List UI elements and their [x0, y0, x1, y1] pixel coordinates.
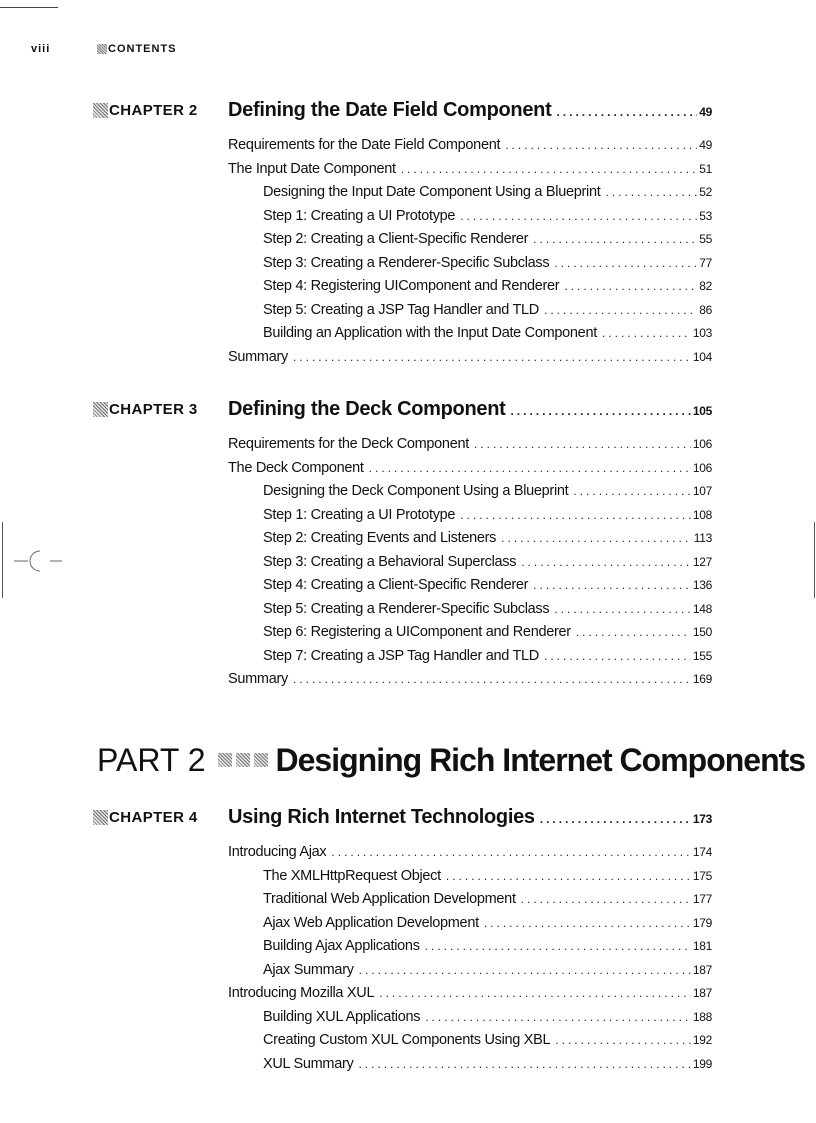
toc-subentry[interactable]: Step 2: Creating Events and Listeners ..... 113 [263, 530, 712, 554]
part-heading [97, 742, 806, 786]
toc-subentry[interactable]: Step 1: Creating a UI Prototype ..... 108 [263, 507, 712, 531]
toc-subentry[interactable]: Ajax Summary ..... 187 [263, 962, 712, 986]
toc-subentry[interactable]: Ajax Web Application Development ..... 179 [263, 915, 712, 939]
toc-subentry[interactable]: Step 4: Registering UIComponent and Renderer ..... 82 [263, 278, 712, 302]
hatched-square-icon [254, 753, 268, 767]
toc-subentry[interactable]: Designing the Deck Component Using a Blueprint ..... 107 [263, 483, 712, 507]
dot-leader [293, 350, 691, 364]
running-head-section: CONTENTS [108, 43, 177, 55]
dot-leader [484, 916, 691, 930]
hatched-square-icon [97, 44, 107, 54]
chapter-label: CHAPTER 4 [93, 809, 198, 826]
hatched-square-icon [236, 753, 250, 767]
toc-subentry[interactable]: Building an Application with the Input Date Component ..... 103 [263, 325, 712, 349]
dot-leader [460, 508, 691, 522]
dot-leader [501, 531, 692, 545]
chapter-3-block [0, 398, 816, 687]
dot-leader [293, 672, 691, 686]
toc-entry[interactable]: Introducing Ajax ..... 174 [228, 844, 712, 868]
page-number: 49 [699, 105, 712, 119]
binding-edge-line [2, 522, 3, 598]
part-marker-icons [218, 753, 268, 767]
toc-entry[interactable]: Requirements for the Date Field Component ..... 49 [228, 137, 712, 161]
chapter-title: Using Rich Internet Technologies [228, 806, 535, 828]
chapter-label: CHAPTER 3 [93, 401, 198, 418]
toc-subentry[interactable]: Step 7: Creating a JSP Tag Handler and TLD ..... 155 [263, 648, 712, 672]
chapter-title-link[interactable] [228, 398, 712, 421]
dot-leader [425, 1010, 691, 1024]
toc-subentry[interactable]: Step 1: Creating a UI Prototype ..... 53 [263, 208, 712, 232]
dot-leader [540, 812, 691, 826]
toc-subentry[interactable]: Traditional Web Application Development ..... 177 [263, 891, 712, 915]
toc-entry[interactable]: Requirements for the Deck Component ..... 106 [228, 436, 712, 460]
hatched-square-icon [218, 753, 232, 767]
dot-leader [505, 138, 697, 152]
dot-leader [510, 404, 690, 418]
page-number: 173 [692, 812, 712, 826]
chapter-title: Defining the Deck Component [228, 398, 506, 420]
dot-leader [533, 232, 697, 246]
page-number: 105 [692, 404, 712, 418]
toc-subentry[interactable]: Step 5: Creating a JSP Tag Handler and TLD ..... 86 [263, 302, 712, 326]
dot-leader [359, 963, 691, 977]
dot-leader [602, 326, 691, 340]
dot-leader [544, 649, 691, 663]
part-title: Designing Rich Internet Components [275, 742, 806, 778]
toc-entry[interactable]: Summary ..... 169 [228, 671, 712, 695]
registration-mark-icon [14, 548, 64, 574]
dot-leader [446, 869, 691, 883]
hatched-square-icon [93, 810, 108, 825]
toc-subentry[interactable]: Step 5: Creating a Renderer-Specific Subclass ..... 148 [263, 601, 712, 625]
toc-subentry[interactable]: Creating Custom XUL Components Using XBL ..... 192 [263, 1032, 712, 1056]
dot-leader [576, 625, 691, 639]
chapter-4-block [0, 806, 816, 1072]
dot-leader [425, 939, 691, 953]
toc-subentry[interactable]: XUL Summary ..... 199 [263, 1056, 712, 1080]
chapter-label: CHAPTER 2 [93, 102, 198, 119]
dot-leader [554, 602, 691, 616]
running-head [31, 43, 177, 55]
part-label: PART 2 [97, 742, 206, 778]
toc-entry[interactable]: The Input Date Component ..... 51 [228, 161, 712, 185]
dot-leader [521, 892, 691, 906]
dot-leader [556, 105, 697, 119]
dot-leader [555, 1033, 691, 1047]
chapter-title-link[interactable] [228, 99, 712, 122]
dot-leader [401, 162, 698, 176]
toc-entry[interactable]: Summary ..... 104 [228, 349, 712, 373]
dot-leader [331, 845, 690, 859]
dot-leader [379, 986, 691, 1000]
toc-subentry[interactable]: Step 4: Creating a Client-Specific Renderer ..... 136 [263, 577, 712, 601]
toc-subentry[interactable]: Step 6: Registering a UIComponent and Renderer ..... 150 [263, 624, 712, 648]
page-folio: viii [31, 43, 51, 55]
dot-leader [358, 1057, 690, 1071]
dot-leader [460, 209, 697, 223]
toc-subentry[interactable]: Building XUL Applications ..... 188 [263, 1009, 712, 1033]
toc-subentry[interactable]: The XMLHttpRequest Object ..... 175 [263, 868, 712, 892]
dot-leader [369, 461, 691, 475]
dot-leader [564, 279, 697, 293]
toc-subentry[interactable]: Step 3: Creating a Behavioral Superclass ..... 127 [263, 554, 712, 578]
dot-leader [605, 185, 697, 199]
toc-subentry[interactable]: Designing the Input Date Component Using a Blueprint ..... 52 [263, 184, 712, 208]
binding-edge-line [814, 522, 815, 598]
chapter-title-link[interactable] [228, 806, 712, 829]
toc-entry[interactable]: The Deck Component ..... 106 [228, 460, 712, 484]
dot-leader [554, 256, 697, 270]
dot-leader [533, 578, 691, 592]
toc-subentry[interactable]: Step 2: Creating a Client-Specific Renderer ..... 55 [263, 231, 712, 255]
hatched-square-icon [93, 402, 108, 417]
chapter-2-block [0, 99, 816, 365]
dot-leader [474, 437, 691, 451]
toc-subentry[interactable]: Step 3: Creating a Renderer-Specific Subclass ..... 77 [263, 255, 712, 279]
crop-mark-line [0, 7, 58, 8]
dot-leader [573, 484, 690, 498]
dot-leader [521, 555, 691, 569]
toc-subentry[interactable]: Building Ajax Applications ..... 181 [263, 938, 712, 962]
hatched-square-icon [93, 103, 108, 118]
dot-leader [544, 303, 697, 317]
chapter-title: Defining the Date Field Component [228, 99, 552, 121]
toc-entry[interactable]: Introducing Mozilla XUL ..... 187 [228, 985, 712, 1009]
